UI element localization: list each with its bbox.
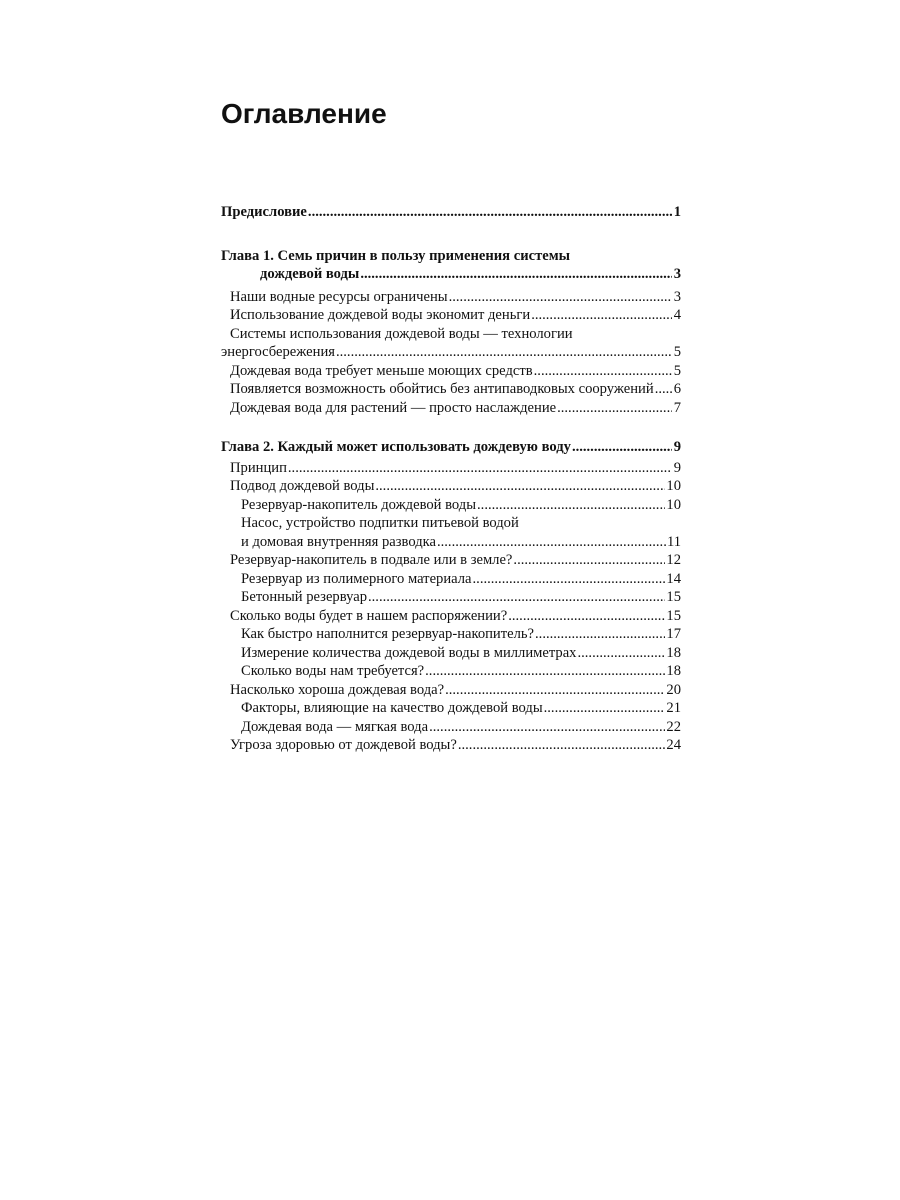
toc-entry-continuation [221,533,681,552]
dot-leader [288,459,672,478]
toc-entry-label: Системы использования дождевой воды — технологии [230,325,573,342]
dot-leader [375,477,665,496]
toc-chapter-title: Глава 2. Каждый может использовать дождевую воду [221,439,571,455]
toc-entry-label: Факторы, влияющие на качество дождевой воды [241,700,543,716]
dot-leader [655,380,672,399]
dot-leader [531,306,672,325]
toc-page-number: 18 [666,644,681,661]
toc-subentry[interactable] [221,514,681,551]
dot-leader [534,362,672,381]
toc-subentry[interactable] [221,662,681,681]
toc-page-number: 10 [666,478,681,494]
dot-leader [445,681,665,700]
toc-page-number: 18 [666,663,681,679]
toc-chapter-title-continuation [221,265,681,284]
toc-page-number: 22 [666,718,681,735]
toc-entry-label: и домовая внутренняя разводка [241,533,436,550]
toc-page-number: 20 [666,681,681,698]
toc-entry[interactable] [221,325,681,362]
dot-leader [477,496,665,515]
toc-chapter-2[interactable] [221,438,681,457]
toc-entry-label: Резервуар из полимерного материала [241,570,472,587]
dot-leader [368,588,665,607]
toc-entry-label: Предисловие [221,204,307,220]
toc-entry-label: Насос, устройство подпитки питьевой водой [241,515,519,531]
dot-leader [557,399,672,418]
dot-leader [308,203,672,222]
toc-entry[interactable] [221,607,681,626]
toc-subentry[interactable] [221,625,681,644]
toc-entry[interactable] [221,551,681,570]
toc-entry[interactable] [221,288,681,307]
dot-leader [425,662,665,681]
toc-entry-label: Как быстро наполнится резервуар-накопитель? [241,626,535,642]
toc-entry-label: Дождевая вода требует меньше моющих средств [230,362,533,379]
toc-entry-label: Насколько хороша дождевая вода? [230,681,445,698]
toc-page-number: 11 [666,533,681,550]
dot-leader [437,533,666,552]
toc-page-number: 24 [666,737,681,753]
toc-entry[interactable] [221,736,681,755]
toc-page-number: 5 [673,362,681,379]
toc-entry-label: Резервуар-накопитель в подвале или в земле? [230,552,513,568]
toc-page-number: 9 [673,459,681,476]
toc-entry[interactable] [221,362,681,381]
toc-entry-label: Дождевая вода — мягкая вода [241,718,429,735]
toc-entry-label: Подвод дождевой воды [230,478,375,494]
toc-page-number: 4 [673,307,681,323]
toc-page-number: 5 [673,344,681,360]
toc-page-number: 7 [673,399,681,416]
toc-entry-label: Сколько воды нам требуется? [241,663,425,679]
toc-entry-preface[interactable] [221,203,681,222]
toc-subentry[interactable] [221,699,681,718]
dot-leader [535,625,665,644]
toc-subentry[interactable] [221,644,681,663]
toc-subentry[interactable] [221,496,681,515]
toc-entry-label: Измерение количества дождевой воды в миллиметрах [241,644,577,661]
toc-page-number: 15 [666,607,681,624]
dot-leader [449,288,672,307]
toc-entry-label: Наши водные ресурсы ограничены [230,288,448,305]
dot-leader [577,644,665,663]
dot-leader [473,570,666,589]
toc-subentry[interactable] [221,588,681,607]
toc-page-number: 15 [666,589,681,605]
toc-entry-label: Бетонный резервуар [241,589,367,605]
table-of-contents [221,203,681,755]
toc-entry[interactable] [221,681,681,700]
dot-leader [508,607,665,626]
toc-entry-continuation [221,343,681,362]
toc-page-number: 3 [673,266,681,282]
toc-page-number: 17 [666,626,681,642]
dot-leader [336,343,672,362]
toc-subentry[interactable] [221,570,681,589]
toc-page-number: 6 [673,381,681,397]
toc-page-number: 12 [666,552,681,568]
toc-page-number: 10 [666,496,681,513]
toc-entry-label: Использование дождевой воды экономит деньги [230,307,531,323]
toc-chapter-title: Глава 1. Семь причин в пользу применения системы [221,247,571,264]
toc-entry-label: Угроза здоровью от дождевой воды? [230,737,457,753]
toc-page-number: 3 [673,288,681,305]
dot-leader [360,265,672,284]
toc-entry[interactable] [221,459,681,478]
toc-entry-label: дождевой воды [260,266,360,282]
toc-entry[interactable] [221,399,681,418]
toc-page-number: 9 [673,439,681,455]
toc-entry-label: Дождевая вода для растений — просто наслаждение [230,399,557,416]
toc-entry-label: Принцип [230,459,287,476]
toc-entry[interactable] [221,380,681,399]
dot-leader [544,699,666,718]
toc-entry[interactable] [221,306,681,325]
toc-entry-label: энергосбережения [221,344,335,360]
toc-page-number: 1 [673,204,681,220]
dot-leader [572,438,672,457]
toc-entry-label: Появляется возможность обойтись без антипаводковых сооружений [230,381,654,397]
toc-subentry[interactable] [221,718,681,737]
toc-page-number: 14 [666,570,681,587]
dot-leader [429,718,665,737]
dot-leader [513,551,665,570]
toc-entry[interactable] [221,477,681,496]
toc-chapter-1[interactable] [221,247,681,284]
toc-page-number: 21 [666,700,681,716]
toc-entry-label: Резервуар-накопитель дождевой воды [241,496,477,513]
toc-entry-label: Сколько воды будет в нашем распоряжении? [230,607,508,624]
page-title: Оглавление [221,98,387,129]
dot-leader [458,736,666,755]
